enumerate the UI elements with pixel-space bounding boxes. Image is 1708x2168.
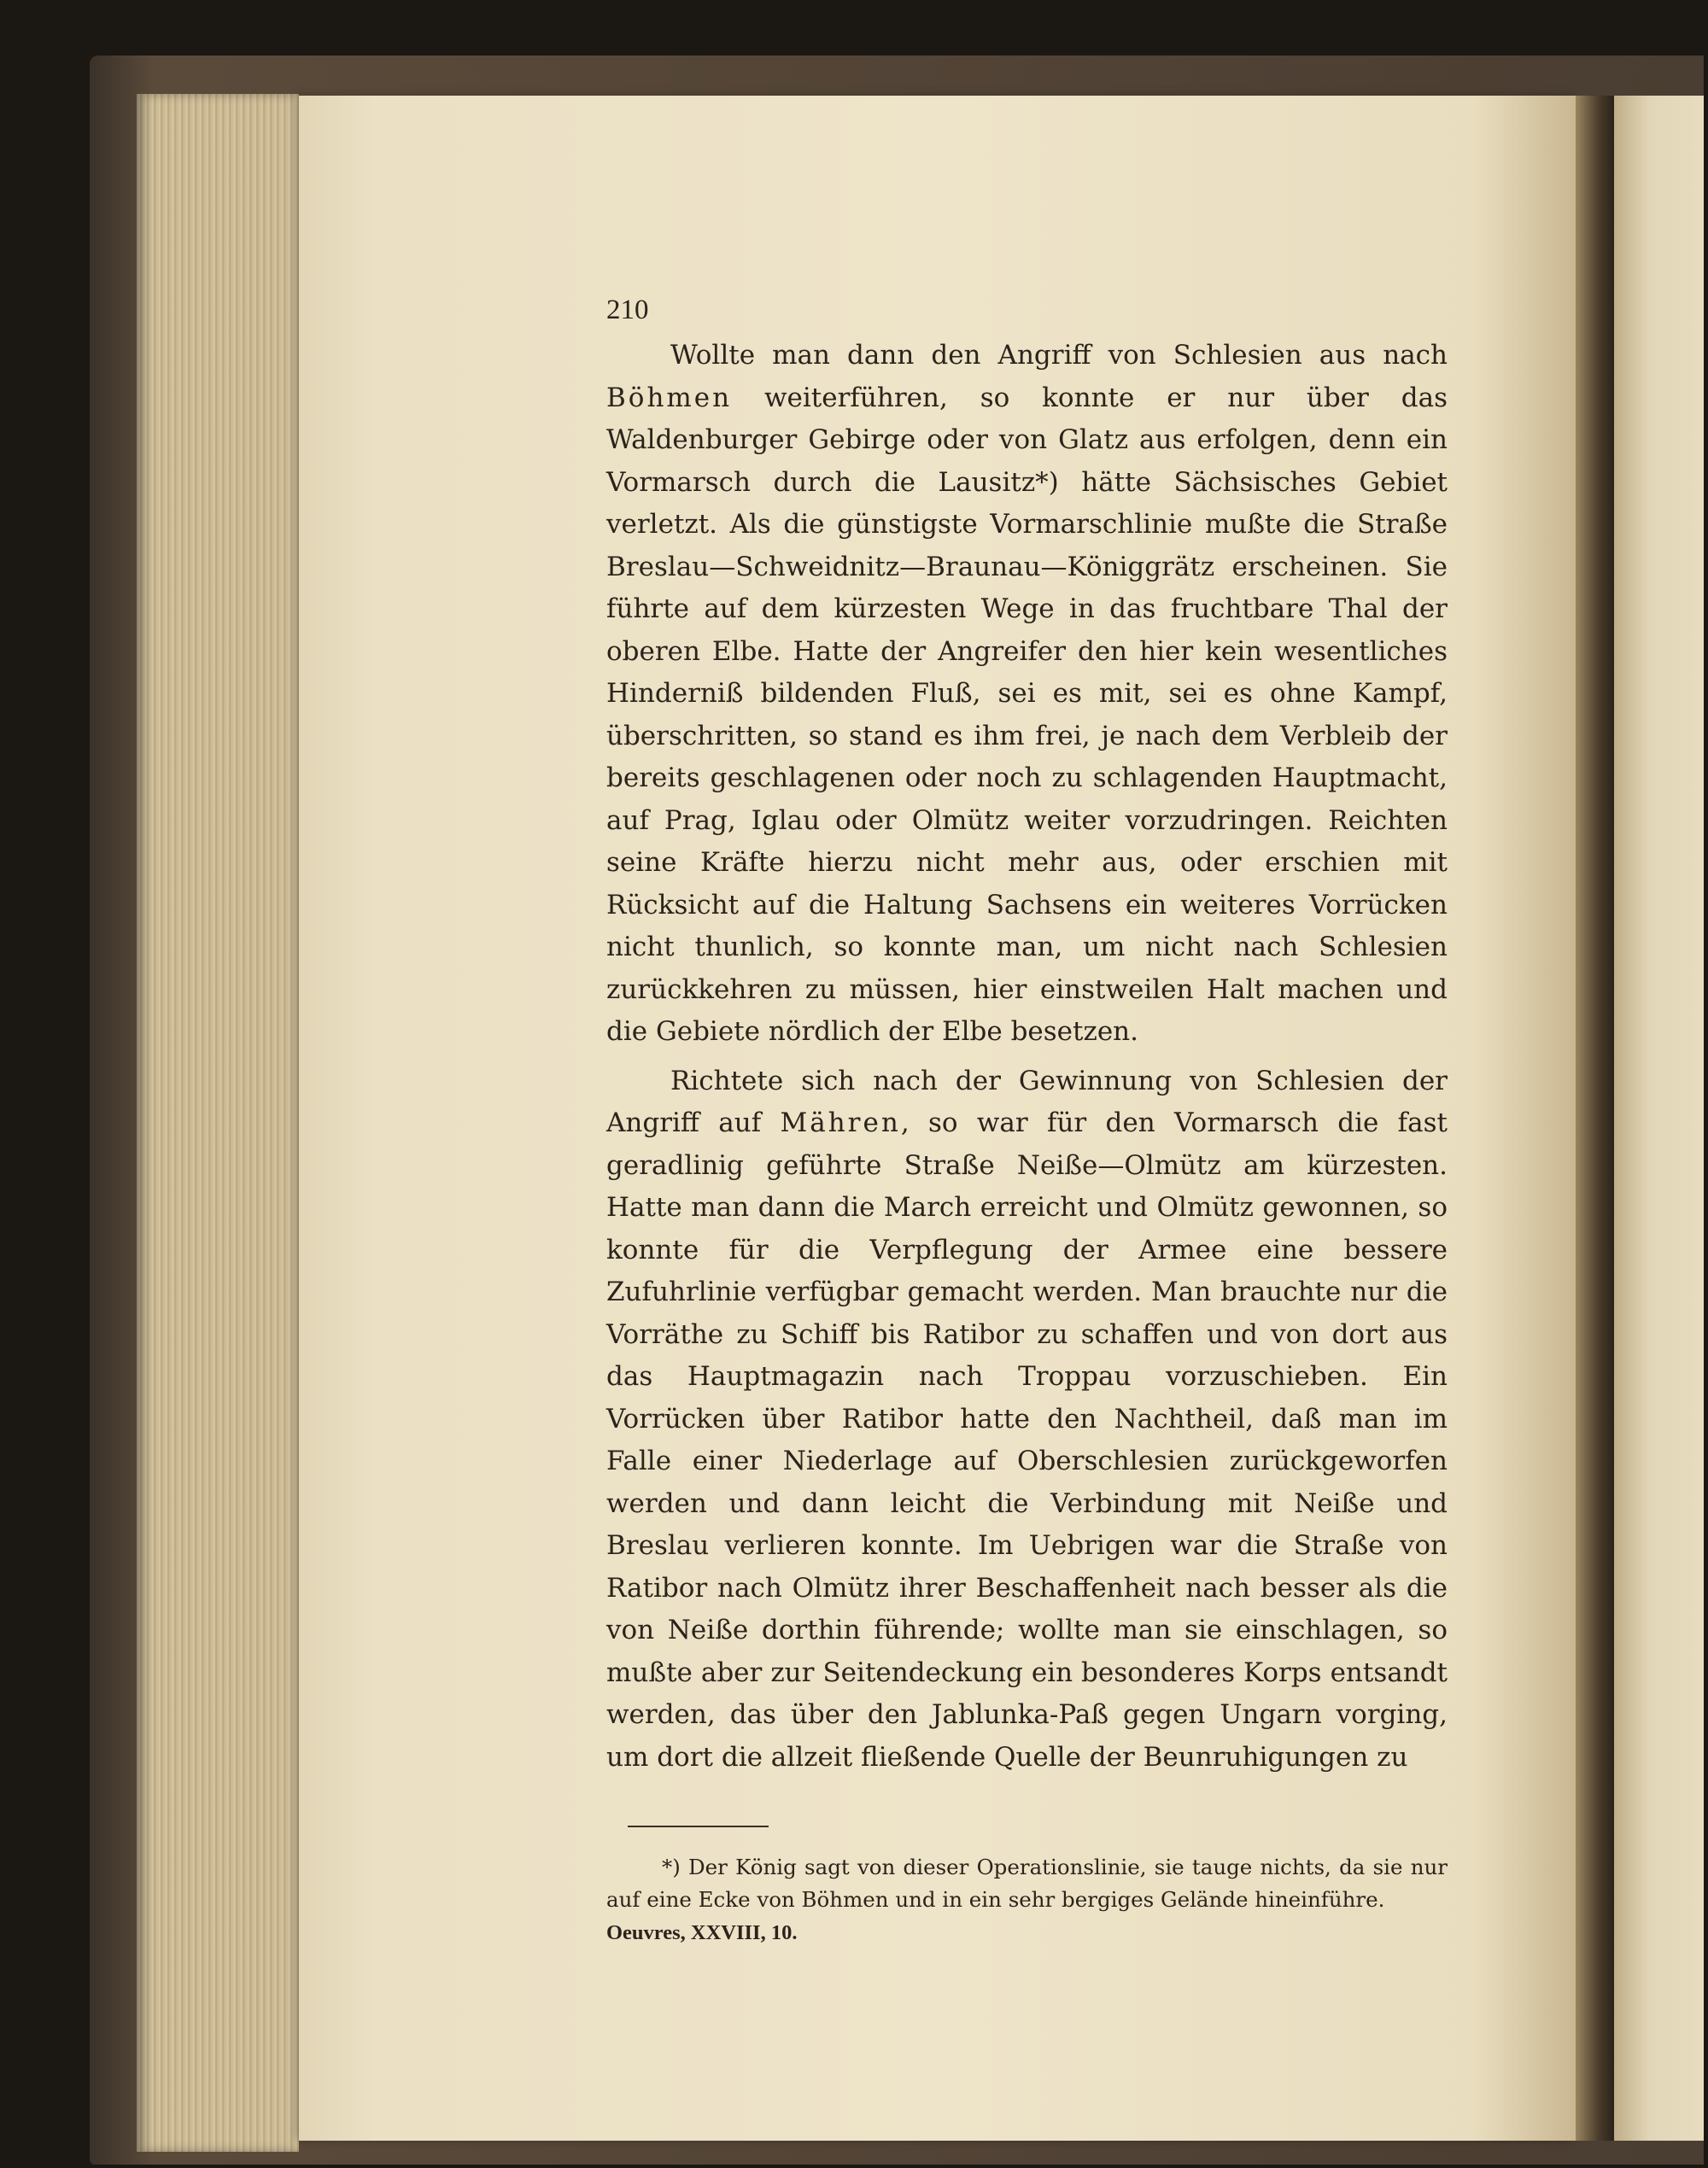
spaced-word-maehren: Mähren xyxy=(780,1107,901,1138)
spaced-word-boehmen: Böhmen xyxy=(606,382,733,413)
footnote xyxy=(606,1851,1448,1949)
paragraph-1-start: Wollte man dann den Angriff von Schlesien aus nach xyxy=(670,340,1448,371)
book-gutter xyxy=(1576,96,1614,2141)
page-number: 210 xyxy=(606,295,649,325)
footnote-text: *) Der König sagt von dieser Operationslinie, sie tauge nichts, da sie nur auf eine Ecke von Böhmen und in ein sehr bergiges Gelände hineinführe. xyxy=(606,1855,1448,1912)
footnote-divider xyxy=(628,1826,769,1827)
paragraph-2-start: Richtete sich nach der Gewinnung von Schlesien der Angriff auf xyxy=(606,1065,1448,1138)
paragraph-1-rest: weiterführen, so konnte er nur über das Waldenburger Gebirge oder von Glatz aus erfolgen, denn ein Vormarsch durch die Lausitz*) hätte Sächsisches Gebiet verletzt. Als die günstigste Vormarschlinie mußte die Straße Breslau—Schweidnitz—Braunau—Königgrätz erscheinen. Sie führte auf dem kürzesten Wege in das fruchtbare Thal der oberen Elbe. Hatte der Angreifer den hier kein wesentliches Hinderniß bildenden Fluß, sei es mit, sei es ohne Kampf, überschritten, so stand es ihm frei, je nach dem Verbleib der bereits geschlagenen oder noch zu schlagenden Hauptmacht, auf Prag, Iglau oder Olmütz weiter vorzudringen. Reichten seine Kräfte hierzu nicht mehr aus, oder erschien mit Rücksicht auf die Haltung Sachsens ein weiteres Vorrücken nicht thunlich, so konnte man, um nicht nach Schlesien zurückkehren zu müssen, hier einstweilen Halt machen und die Gebiete nördlich der Elbe besetzen. xyxy=(606,382,1448,1047)
page-content xyxy=(606,295,1448,1949)
paragraph-2-rest: , so war für den Vormarsch die fast geradlinig geführte Straße Neiße—Olmütz am kürzesten. Hatte man dann die March erreicht und Olmütz gewonnen, so konnte für die Verpflegung der Armee eine bessere Zufuhrlinie verfügbar gemacht werden. Man brauchte nur die Vorräthe zu Schiff bis Ratibor zu schaffen und von dort aus das Hauptmagazin nach Troppau vorzuschieben. Ein Vorrücken über Ratibor hatte den Nachtheil, daß man im Falle einer Niederlage auf Oberschlesien zurückgeworfen werden und dann leicht die Verbindung mit Neiße und Breslau verlieren konnte. Im Uebrigen war die Straße von Ratibor nach Olmütz ihrer Beschaffenheit nach besser als die von Neiße dorthin führende; wollte man sie einschlagen, so mußte aber zur Seitendeckung ein besonderes Korps entsandt werden, das über den Jablunka-Paß gegen Ungarn vorging, um dort die allzeit fließende Quelle der Beunruhigungen zu xyxy=(606,1107,1448,1773)
footnote-reference: Oeuvres, XXVIII, 10. xyxy=(606,1921,798,1944)
paragraph-2 xyxy=(606,1061,1448,1779)
facing-page-edge xyxy=(1614,96,1704,2141)
paragraph-1 xyxy=(606,335,1448,1054)
page-edges xyxy=(137,94,299,2152)
